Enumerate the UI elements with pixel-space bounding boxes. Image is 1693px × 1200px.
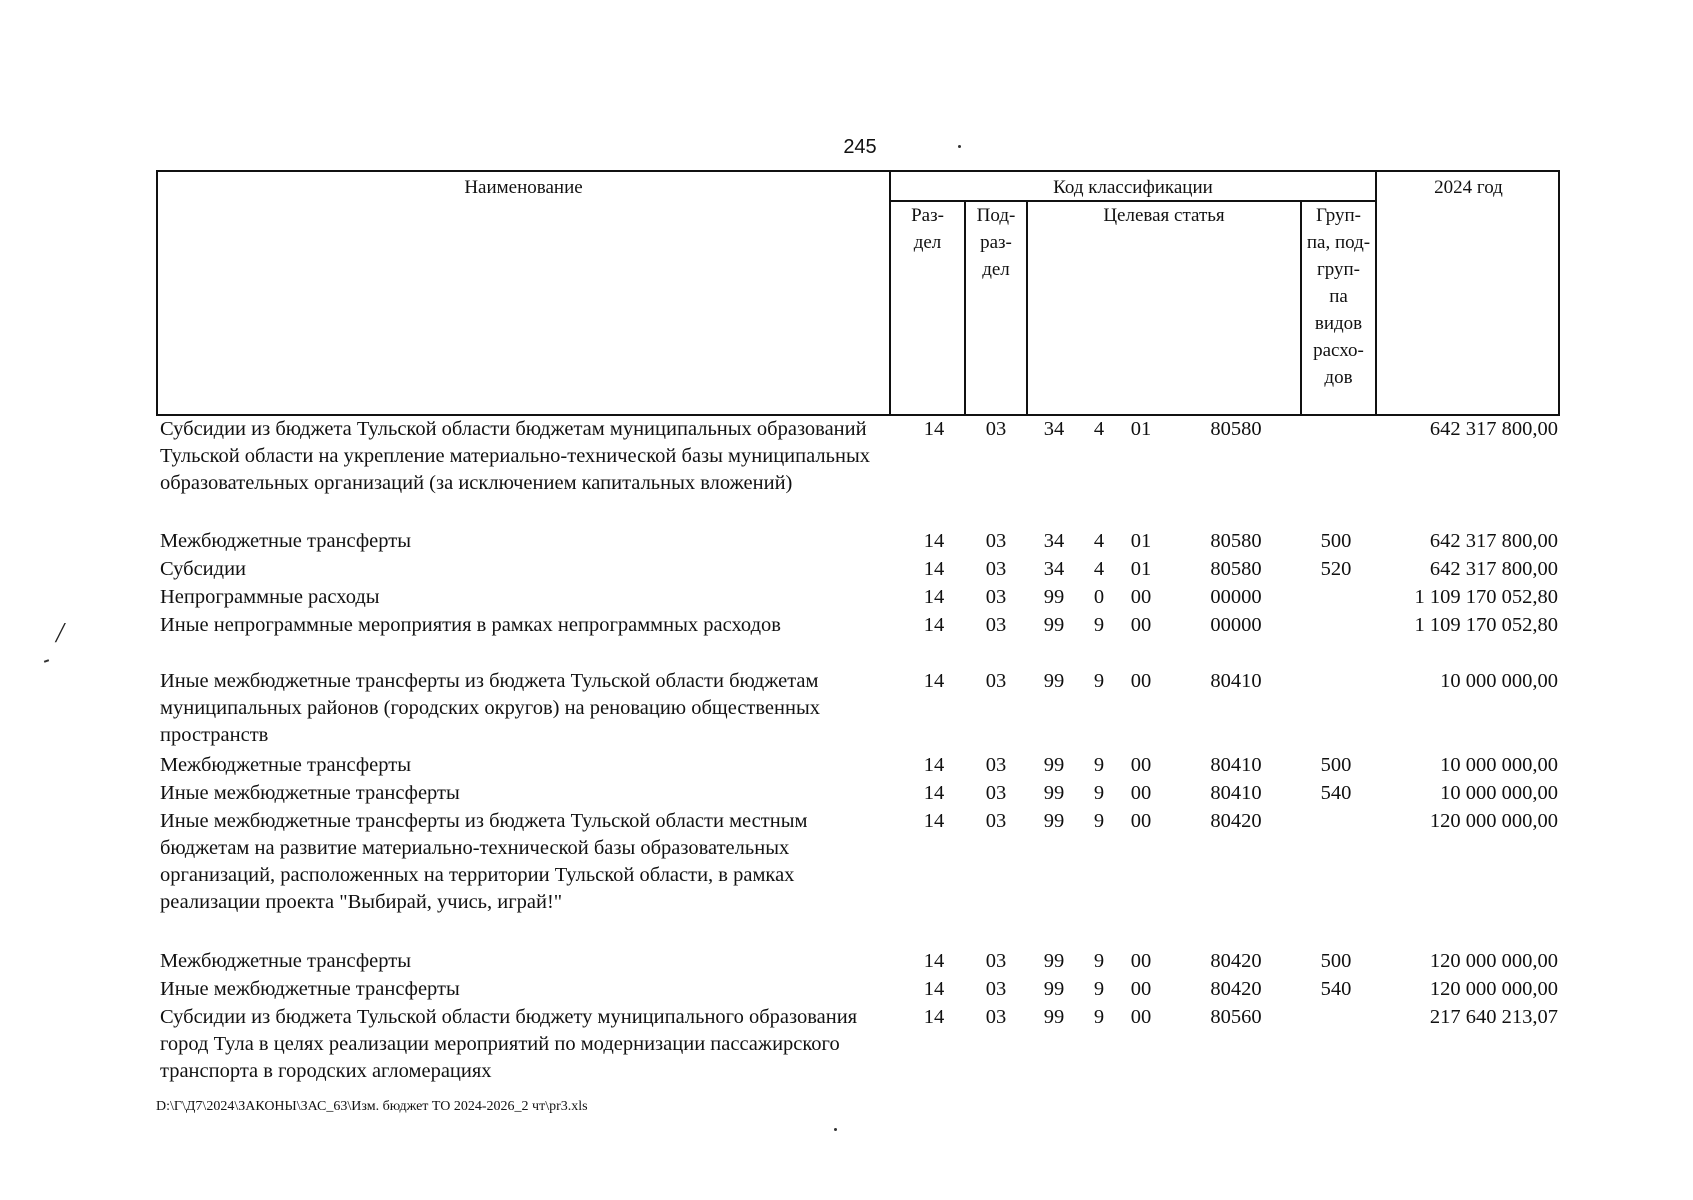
row-target-3: 01 <box>1130 530 1152 552</box>
row-target-4: 80420 <box>1210 950 1262 972</box>
row-podrazdel: 03 <box>985 670 1007 692</box>
row-target-4: 80410 <box>1210 754 1262 776</box>
row-target-2: 9 <box>1093 810 1105 832</box>
row-amount: 1 109 170 052,80 <box>1414 614 1558 636</box>
row-podrazdel: 03 <box>985 782 1007 804</box>
row-podrazdel: 03 <box>985 754 1007 776</box>
row-target-1: 34 <box>1043 530 1065 552</box>
row-podrazdel: 03 <box>985 586 1007 608</box>
row-razdel: 14 <box>923 558 945 580</box>
row-target-3: 00 <box>1130 950 1152 972</box>
row-name: Межбюджетные трансферты <box>160 530 411 552</box>
row-podrazdel: 03 <box>985 978 1007 1000</box>
row-target-1: 99 <box>1043 670 1065 692</box>
row-razdel: 14 <box>923 530 945 552</box>
row-group: 500 <box>1320 530 1352 552</box>
row-target-2: 4 <box>1093 418 1105 440</box>
row-target-3: 00 <box>1130 670 1152 692</box>
row-amount: 642 317 800,00 <box>1429 418 1558 440</box>
row-name: Субсидии из бюджета Тульской области бюджету муниципального образования город Тула в целях реализации мероприятий по модернизации пассажирского транспорта в городских агломерациях <box>160 1006 858 1082</box>
row-razdel: 14 <box>923 670 945 692</box>
row-podrazdel: 03 <box>985 530 1007 552</box>
header-group: Груп- па, под- груп- па видов расхо- дов <box>1306 205 1371 388</box>
row-amount: 120 000 000,00 <box>1429 950 1558 972</box>
row-target-1: 99 <box>1043 614 1065 636</box>
row-group: 500 <box>1320 754 1352 776</box>
row-target-3: 00 <box>1130 614 1152 636</box>
row-amount: 217 640 213,07 <box>1429 1006 1558 1028</box>
row-target-2: 4 <box>1093 530 1105 552</box>
header-name: Наименование <box>464 177 583 198</box>
row-razdel: 14 <box>923 614 945 636</box>
row-target-2: 9 <box>1093 782 1105 804</box>
header-razdel: Раз- дел <box>911 205 944 253</box>
row-podrazdel: 03 <box>985 614 1007 636</box>
row-amount: 10 000 000,00 <box>1440 782 1558 804</box>
row-amount: 10 000 000,00 <box>1440 670 1558 692</box>
header-classification: Код классификации <box>1053 177 1213 198</box>
row-target-1: 34 <box>1043 418 1065 440</box>
row-name: Межбюджетные трансферты <box>160 754 411 776</box>
row-target-3: 00 <box>1130 782 1152 804</box>
row-target-2: 9 <box>1093 978 1105 1000</box>
row-target-2: 9 <box>1093 754 1105 776</box>
row-target-4: 80580 <box>1210 418 1262 440</box>
row-target-1: 99 <box>1043 754 1065 776</box>
header-year: 2024 год <box>1434 177 1503 198</box>
scan-speck <box>958 145 961 148</box>
row-amount: 120 000 000,00 <box>1429 810 1558 832</box>
row-target-2: 9 <box>1093 614 1105 636</box>
row-target-3: 00 <box>1130 754 1152 776</box>
row-target-4: 80580 <box>1210 530 1262 552</box>
row-target-2: 9 <box>1093 950 1105 972</box>
row-target-1: 99 <box>1043 950 1065 972</box>
row-target-3: 00 <box>1130 586 1152 608</box>
row-target-1: 99 <box>1043 978 1065 1000</box>
row-amount: 1 109 170 052,80 <box>1414 586 1558 608</box>
row-target-1: 99 <box>1043 782 1065 804</box>
row-razdel: 14 <box>923 978 945 1000</box>
header-target: Целевая статья <box>1103 205 1225 226</box>
row-name: Непрограммные расходы <box>160 586 380 608</box>
row-podrazdel: 03 <box>985 1006 1007 1028</box>
row-target-2: 4 <box>1093 558 1105 580</box>
row-target-4: 80410 <box>1210 670 1262 692</box>
row-target-4: 80560 <box>1210 1006 1262 1028</box>
row-razdel: 14 <box>923 1006 945 1028</box>
row-target-2: 0 <box>1093 586 1105 608</box>
row-name: Иные непрограммные мероприятия в рамках непрограммных расходов <box>160 614 781 636</box>
row-target-3: 00 <box>1130 1006 1152 1028</box>
row-target-1: 34 <box>1043 558 1065 580</box>
row-target-4: 80420 <box>1210 978 1262 1000</box>
margin-pen-mark: / <box>56 618 64 649</box>
row-target-1: 99 <box>1043 586 1065 608</box>
row-name: Иные межбюджетные трансферты <box>160 978 460 1000</box>
row-podrazdel: 03 <box>985 810 1007 832</box>
row-name: Иные межбюджетные трансферты из бюджета Тульской области бюджетам муниципальных районов (городских округов) на реновацию общественных пространств <box>160 670 820 746</box>
row-razdel: 14 <box>923 586 945 608</box>
row-podrazdel: 03 <box>985 950 1007 972</box>
margin-pen-dot <box>44 659 49 663</box>
row-target-4: 00000 <box>1210 614 1262 636</box>
row-podrazdel: 03 <box>985 558 1007 580</box>
row-group: 520 <box>1320 558 1352 580</box>
row-target-4: 80580 <box>1210 558 1262 580</box>
row-group: 540 <box>1320 782 1352 804</box>
row-name: Субсидии из бюджета Тульской области бюджетам муниципальных образований Тульской области на укрепление материально-технической базы муниципальных образовательных организаций (за исключением капитальных вложений) <box>160 418 870 494</box>
row-target-4: 00000 <box>1210 586 1262 608</box>
row-target-3: 00 <box>1130 978 1152 1000</box>
row-target-4: 80420 <box>1210 810 1262 832</box>
row-podrazdel: 03 <box>985 418 1007 440</box>
row-name: Субсидии <box>160 558 247 580</box>
row-target-1: 99 <box>1043 810 1065 832</box>
row-amount: 642 317 800,00 <box>1429 558 1558 580</box>
row-razdel: 14 <box>923 418 945 440</box>
row-amount: 120 000 000,00 <box>1429 978 1558 1000</box>
row-amount: 642 317 800,00 <box>1429 530 1558 552</box>
table-header <box>156 170 1560 416</box>
row-razdel: 14 <box>923 810 945 832</box>
row-target-3: 00 <box>1130 810 1152 832</box>
file-path: D:\Г\Д7\2024\ЗАКОНЫ\ЗАС_63\Изм. бюджет ТО 2024-2026_2 чт\pr3.xls <box>156 1099 588 1114</box>
row-razdel: 14 <box>923 754 945 776</box>
row-target-3: 01 <box>1130 558 1152 580</box>
row-target-2: 9 <box>1093 670 1105 692</box>
header-podrazdel: Под- раз- дел <box>976 205 1016 280</box>
row-target-2: 9 <box>1093 1006 1105 1028</box>
row-razdel: 14 <box>923 782 945 804</box>
scan-speck <box>834 1128 837 1131</box>
row-target-3: 01 <box>1130 418 1152 440</box>
row-name: Иные межбюджетные трансферты <box>160 782 460 804</box>
row-target-4: 80410 <box>1210 782 1262 804</box>
row-name: Иные межбюджетные трансферты из бюджета Тульской области местным бюджетам на развитие материально-технической базы образовательных организаций, расположенных на территории Тульской области, в рамках реализации проекта "Выбирай, учись, играй!" <box>160 810 808 913</box>
row-target-1: 99 <box>1043 1006 1065 1028</box>
row-razdel: 14 <box>923 950 945 972</box>
page-number: 245 <box>843 136 877 158</box>
row-amount: 10 000 000,00 <box>1440 754 1558 776</box>
row-name: Межбюджетные трансферты <box>160 950 411 972</box>
row-group: 540 <box>1320 978 1352 1000</box>
row-group: 500 <box>1320 950 1352 972</box>
